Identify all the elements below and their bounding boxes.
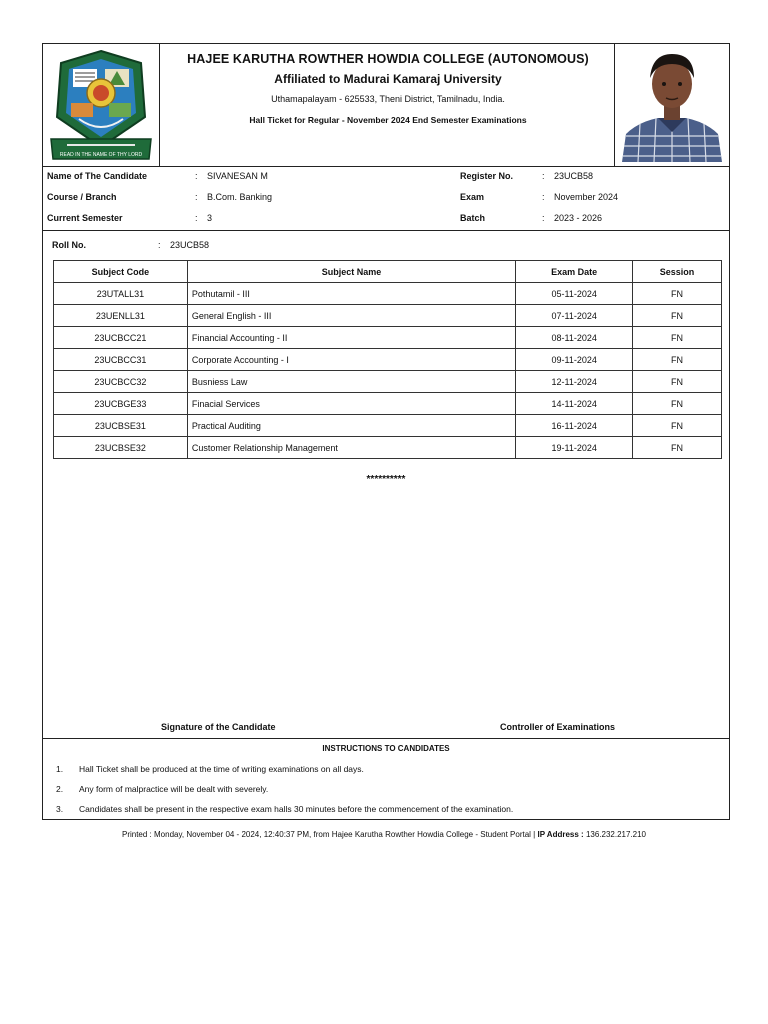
session: FN bbox=[633, 327, 722, 349]
roll-label: Roll No. bbox=[52, 240, 86, 250]
exam-date: 08-11-2024 bbox=[516, 327, 633, 349]
ticket-title: Hall Ticket for Regular - November 2024 End Semester Examinations bbox=[249, 115, 527, 125]
ticket-header bbox=[43, 44, 729, 167]
exam-date: 19-11-2024 bbox=[516, 437, 633, 459]
photo-cell bbox=[614, 44, 729, 166]
table-row bbox=[54, 393, 722, 415]
print-info: Printed : Monday, November 04 - 2024, 12:40:37 PM, from Hajee Karutha Rowther Howdia College - Student Portal | bbox=[121, 830, 538, 839]
table-row bbox=[54, 349, 722, 371]
session: FN bbox=[633, 349, 722, 371]
logo-cell bbox=[43, 44, 160, 166]
table-row bbox=[54, 437, 722, 459]
session: FN bbox=[633, 371, 722, 393]
colon: : bbox=[542, 213, 545, 223]
colon: : bbox=[542, 192, 545, 202]
table-header-row bbox=[54, 261, 722, 283]
subject-name: Customer Relationship Management bbox=[187, 437, 515, 459]
subject-code: 23UCBCC31 bbox=[54, 349, 188, 371]
exam-value: November 2024 bbox=[554, 192, 619, 202]
candidate-info bbox=[43, 166, 729, 231]
exam-date: 16-11-2024 bbox=[516, 415, 633, 437]
colon: : bbox=[542, 171, 545, 181]
instructions bbox=[43, 738, 729, 821]
instruction-number: 3. bbox=[56, 804, 64, 814]
session: FN bbox=[633, 415, 722, 437]
exam-date: 14-11-2024 bbox=[516, 393, 633, 415]
colon: : bbox=[195, 192, 198, 202]
colon: : bbox=[195, 171, 198, 181]
subject-name: Corporate Accounting - I bbox=[187, 349, 515, 371]
header-subject-code: Subject Code bbox=[54, 261, 188, 283]
exam-date: 05-11-2024 bbox=[516, 283, 633, 305]
subject-name: Financial Accounting - II bbox=[187, 327, 515, 349]
header-exam-date: Exam Date bbox=[516, 261, 633, 283]
table-row bbox=[54, 371, 722, 393]
session: FN bbox=[633, 283, 722, 305]
end-of-list-marker: ********** bbox=[366, 474, 406, 485]
instruction-text: Any form of malpractice will be dealt with severely. bbox=[79, 784, 269, 794]
candidate-photo bbox=[618, 48, 726, 162]
exam-label: Exam bbox=[460, 192, 485, 202]
instruction-number: 2. bbox=[56, 784, 64, 794]
subject-name: Finacial Services bbox=[187, 393, 515, 415]
controller-signature-label: Controller of Examinations bbox=[500, 722, 616, 732]
instruction-number: 1. bbox=[56, 764, 64, 774]
subject-code: 23UTALL31 bbox=[54, 283, 188, 305]
college-emblem-icon bbox=[49, 47, 153, 163]
candidate-signature-label: Signature of the Candidate bbox=[161, 722, 276, 732]
college-name: HAJEE KARUTHA ROWTHER HOWDIA COLLEGE (AUTONOMOUS) bbox=[187, 52, 589, 66]
exam-date: 07-11-2024 bbox=[516, 305, 633, 327]
batch-value: 2023 - 2026 bbox=[554, 213, 603, 223]
course-value: B.Com. Banking bbox=[207, 192, 273, 202]
subject-code: 23UCBCC21 bbox=[54, 327, 188, 349]
table-row bbox=[54, 327, 722, 349]
ip-value: 136.232.217.210 bbox=[583, 830, 646, 839]
svg-text:READ IN THE NAME OF THY LORD: READ IN THE NAME OF THY LORD bbox=[59, 152, 143, 158]
print-footer bbox=[0, 830, 768, 839]
info-row-1 bbox=[43, 171, 729, 191]
info-row-2 bbox=[43, 192, 729, 212]
subject-code: 23UENLL31 bbox=[54, 305, 188, 327]
colon: : bbox=[158, 240, 161, 250]
hall-ticket bbox=[42, 43, 730, 820]
table-row bbox=[54, 305, 722, 327]
session: FN bbox=[633, 437, 722, 459]
colon: : bbox=[195, 213, 198, 223]
session: FN bbox=[633, 393, 722, 415]
subject-code: 23UCBSE32 bbox=[54, 437, 188, 459]
table-row bbox=[54, 283, 722, 305]
subject-code: 23UCBSE31 bbox=[54, 415, 188, 437]
header-session: Session bbox=[633, 261, 722, 283]
table-row bbox=[54, 415, 722, 437]
instruction-text: Hall Ticket shall be produced at the time of writing examinations on all days. bbox=[79, 764, 364, 774]
subject-code: 23UCBGE33 bbox=[54, 393, 188, 415]
header-subject-name: Subject Name bbox=[187, 261, 515, 283]
subject-name: Pothutamil - III bbox=[187, 283, 515, 305]
register-label: Register No. bbox=[460, 171, 514, 181]
subject-name: Busniess Law bbox=[187, 371, 515, 393]
exam-date: 09-11-2024 bbox=[516, 349, 633, 371]
batch-label: Batch bbox=[460, 213, 486, 223]
instructions-title: INSTRUCTIONS TO CANDIDATES bbox=[322, 744, 450, 753]
name-value: SIVANESAN M bbox=[207, 171, 268, 181]
affiliation-text: Affiliated to Madurai Kamaraj University bbox=[274, 72, 502, 86]
ip-label: IP Address : bbox=[537, 830, 584, 839]
name-label: Name of The Candidate bbox=[47, 171, 148, 181]
semester-label: Current Semester bbox=[47, 213, 123, 223]
register-value: 23UCB58 bbox=[554, 171, 594, 181]
semester-value: 3 bbox=[207, 213, 213, 223]
exam-date: 12-11-2024 bbox=[516, 371, 633, 393]
instruction-text: Candidates shall be present in the respective exam halls 30 minutes before the commencement of the examination. bbox=[79, 804, 514, 814]
session: FN bbox=[633, 305, 722, 327]
subject-code: 23UCBCC32 bbox=[54, 371, 188, 393]
info-row-3 bbox=[43, 213, 729, 233]
course-label: Course / Branch bbox=[47, 192, 117, 202]
subjects-table bbox=[53, 260, 722, 459]
college-address: Uthamapalayam - 625533, Theni District, Tamilnadu, India. bbox=[271, 94, 505, 104]
roll-value: 23UCB58 bbox=[170, 240, 210, 250]
subject-name: Practical Auditing bbox=[187, 415, 515, 437]
subject-name: General English - III bbox=[187, 305, 515, 327]
